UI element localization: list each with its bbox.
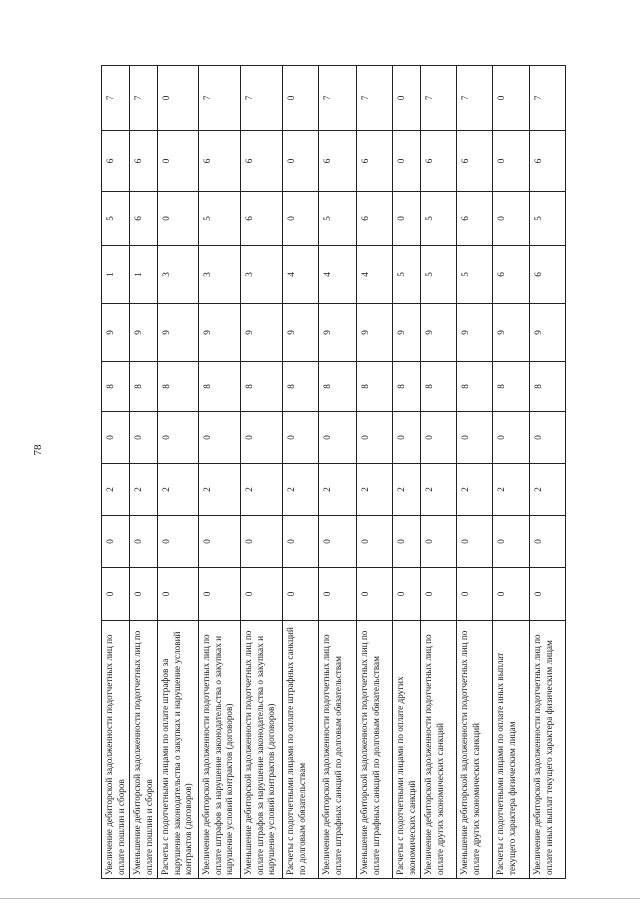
table-body	[102, 66, 566, 879]
code-digit-cell: 8	[530, 362, 566, 412]
code-digit-cell: 0	[393, 568, 421, 621]
table-row	[530, 66, 566, 879]
code-digit-cell: 2	[199, 464, 241, 516]
code-digit-cell: 0	[283, 568, 319, 621]
code-digit-cell: 9	[130, 304, 158, 362]
code-digit-cell: 7	[530, 66, 566, 131]
code-digit-cell: 0	[158, 568, 199, 621]
row-description: Увеличение дебиторской задолженности подотчетных лиц по оплате других экономических санкций	[421, 621, 457, 879]
code-digit-cell: 0	[241, 568, 283, 621]
code-digit-cell: 8	[493, 362, 530, 412]
code-digit-cell: 8	[102, 362, 130, 412]
table-row	[493, 66, 530, 879]
code-digit-cell: 0	[241, 516, 283, 568]
code-digit-cell: 0	[199, 568, 241, 621]
code-digit-cell: 5	[421, 192, 457, 246]
code-digit-cell: 0	[319, 568, 357, 621]
row-description: Уменьшение дебиторской задолженности подотчетных лиц по оплате штрафов за нарушение законодательства о закупках и нарушение условий контрактов (договоров)	[241, 621, 283, 879]
code-digit-cell: 9	[283, 304, 319, 362]
code-digit-cell: 0	[283, 66, 319, 131]
code-digit-cell: 0	[393, 412, 421, 464]
code-digit-cell: 0	[530, 412, 566, 464]
code-digit-cell: 7	[130, 66, 158, 131]
code-digit-cell: 0	[357, 516, 393, 568]
code-digit-cell: 9	[158, 304, 199, 362]
code-digit-cell: 0	[319, 412, 357, 464]
code-digit-cell: 0	[493, 516, 530, 568]
code-digit-cell: 0	[102, 568, 130, 621]
code-digit-cell: 0	[283, 516, 319, 568]
code-digit-cell: 0	[319, 516, 357, 568]
code-digit-cell: 2	[241, 464, 283, 516]
code-digit-cell: 8	[319, 362, 357, 412]
code-digit-cell: 9	[530, 304, 566, 362]
table-row	[357, 66, 393, 879]
code-digit-cell: 0	[199, 516, 241, 568]
code-digit-cell: 7	[319, 66, 357, 131]
row-description: Расчеты с подотчетными лицами по оплате штрафов за нарушение законодательства о закупках и нарушение условий контрактов (договоров)	[158, 621, 199, 879]
code-digit-cell: 6	[241, 192, 283, 246]
code-digit-cell: 2	[130, 464, 158, 516]
code-digit-cell: 6	[421, 131, 457, 192]
code-digit-cell: 5	[421, 246, 457, 304]
code-digit-cell: 0	[130, 516, 158, 568]
code-digit-cell: 3	[241, 246, 283, 304]
code-digit-cell: 9	[457, 304, 493, 362]
code-digit-cell: 6	[457, 131, 493, 192]
code-digit-cell: 0	[530, 568, 566, 621]
code-digit-cell: 6	[530, 246, 566, 304]
code-digit-cell: 2	[530, 464, 566, 516]
code-digit-cell: 9	[357, 304, 393, 362]
row-description: Увеличение дебиторской задолженности подотчетных лиц по оплате штрафных санкций по долговым обязательствам	[319, 621, 357, 879]
code-digit-cell: 8	[283, 362, 319, 412]
code-digit-cell: 9	[493, 304, 530, 362]
code-digit-cell: 9	[199, 304, 241, 362]
code-digit-cell: 4	[319, 246, 357, 304]
row-description: Расчеты с подотчетными лицами по оплате других экономических санкций	[393, 621, 421, 879]
row-description: Уменьшение дебиторской задолженности подотчетных лиц по оплате пошлин и сборов	[130, 621, 158, 879]
page-number: 78	[32, 444, 44, 456]
table-row	[199, 66, 241, 879]
code-digit-cell: 8	[241, 362, 283, 412]
code-digit-cell: 8	[130, 362, 158, 412]
code-digit-cell: 2	[393, 464, 421, 516]
code-digit-cell: 2	[319, 464, 357, 516]
row-description: Увеличение дебиторской задолженности подотчетных лиц по оплате штрафов за нарушение законодательства о закупках и нарушение условий контрактов (договоров)	[199, 621, 241, 879]
code-digit-cell: 0	[357, 412, 393, 464]
code-digit-cell: 0	[421, 516, 457, 568]
code-digit-cell: 8	[158, 362, 199, 412]
table-row	[393, 66, 421, 879]
code-digit-cell: 9	[102, 304, 130, 362]
code-digit-cell: 0	[457, 412, 493, 464]
row-description: Увеличение дебиторской задолженности подотчетных лиц по оплате иных выплат текущего характера физическим лицам	[530, 621, 566, 879]
code-digit-cell: 0	[283, 192, 319, 246]
code-digit-cell: 0	[283, 131, 319, 192]
code-digit-cell: 0	[102, 516, 130, 568]
code-digit-cell: 0	[102, 412, 130, 464]
code-digit-cell: 5	[393, 246, 421, 304]
code-digit-cell: 6	[241, 131, 283, 192]
code-digit-cell: 9	[393, 304, 421, 362]
code-digit-cell: 8	[421, 362, 457, 412]
code-digit-cell: 6	[130, 192, 158, 246]
code-digit-cell: 2	[421, 464, 457, 516]
code-digit-cell: 6	[457, 192, 493, 246]
code-digit-cell: 5	[319, 192, 357, 246]
table-row	[457, 66, 493, 879]
code-digit-cell: 0	[283, 412, 319, 464]
code-digit-cell: 6	[357, 131, 393, 192]
code-digit-cell: 8	[457, 362, 493, 412]
code-digit-cell: 0	[530, 516, 566, 568]
code-digit-cell: 1	[130, 246, 158, 304]
code-digit-cell: 3	[158, 246, 199, 304]
code-digit-cell: 0	[393, 516, 421, 568]
code-digit-cell: 4	[283, 246, 319, 304]
code-digit-cell: 9	[421, 304, 457, 362]
code-digit-cell: 5	[102, 192, 130, 246]
code-digit-cell: 0	[493, 66, 530, 131]
table-row	[130, 66, 158, 879]
table-row	[421, 66, 457, 879]
row-description: Расчеты с подотчетными лицами по оплате иных выплат текущего характера физическим лицам	[493, 621, 530, 879]
code-digit-cell: 8	[199, 362, 241, 412]
code-digit-cell: 7	[457, 66, 493, 131]
code-digit-cell: 0	[493, 131, 530, 192]
code-digit-cell: 2	[158, 464, 199, 516]
code-digit-cell: 0	[199, 412, 241, 464]
code-digit-cell: 0	[493, 192, 530, 246]
code-digit-cell: 6	[357, 192, 393, 246]
code-digit-cell: 7	[241, 66, 283, 131]
code-digit-cell: 5	[530, 192, 566, 246]
code-digit-cell: 5	[457, 246, 493, 304]
code-digit-cell: 0	[158, 516, 199, 568]
code-digit-cell: 0	[241, 412, 283, 464]
code-digit-cell: 0	[457, 516, 493, 568]
code-digit-cell: 7	[199, 66, 241, 131]
code-digit-cell: 8	[393, 362, 421, 412]
code-digit-cell: 0	[130, 568, 158, 621]
row-description: Уменьшение дебиторской задолженности подотчетных лиц по оплате других экономических санкций	[457, 621, 493, 879]
code-digit-cell: 6	[530, 131, 566, 192]
code-digit-cell: 9	[241, 304, 283, 362]
code-digit-cell: 2	[457, 464, 493, 516]
accounts-table	[101, 65, 566, 879]
code-digit-cell: 0	[393, 131, 421, 192]
code-digit-cell: 8	[357, 362, 393, 412]
code-digit-cell: 0	[158, 412, 199, 464]
table-row	[102, 66, 130, 879]
code-digit-cell: 6	[319, 131, 357, 192]
row-description: Уменьшение дебиторской задолженности подотчетных лиц по оплате штрафных санкций по долговым обязательствам	[357, 621, 393, 879]
table-row	[319, 66, 357, 879]
rotated-table-container	[101, 66, 615, 879]
code-digit-cell: 0	[493, 568, 530, 621]
code-digit-cell: 0	[158, 192, 199, 246]
code-digit-cell: 2	[357, 464, 393, 516]
code-digit-cell: 6	[493, 246, 530, 304]
table-row	[158, 66, 199, 879]
code-digit-cell: 9	[319, 304, 357, 362]
code-digit-cell: 6	[199, 131, 241, 192]
code-digit-cell: 4	[357, 246, 393, 304]
code-digit-cell: 0	[393, 66, 421, 131]
code-digit-cell: 0	[493, 412, 530, 464]
code-digit-cell: 2	[283, 464, 319, 516]
code-digit-cell: 3	[199, 246, 241, 304]
row-description: Увеличение дебиторской задолженности подотчетных лиц по оплате пошлин и сборов	[102, 621, 130, 879]
code-digit-cell: 2	[493, 464, 530, 516]
code-digit-cell: 0	[357, 568, 393, 621]
scan-edge-line	[0, 898, 640, 899]
code-digit-cell: 1	[102, 246, 130, 304]
code-digit-cell: 0	[393, 192, 421, 246]
code-digit-cell: 0	[421, 412, 457, 464]
table-row	[241, 66, 283, 879]
code-digit-cell: 2	[102, 464, 130, 516]
row-description: Расчеты с подотчетными лицами по оплате штрафных санкций по долговым обязательствам	[283, 621, 319, 879]
code-digit-cell: 5	[199, 192, 241, 246]
code-digit-cell: 7	[102, 66, 130, 131]
code-digit-cell: 6	[130, 131, 158, 192]
code-digit-cell: 7	[357, 66, 393, 131]
code-digit-cell: 0	[158, 131, 199, 192]
code-digit-cell: 0	[457, 568, 493, 621]
code-digit-cell: 0	[158, 66, 199, 131]
code-digit-cell: 0	[130, 412, 158, 464]
code-digit-cell: 0	[421, 568, 457, 621]
table-row	[283, 66, 319, 879]
code-digit-cell: 6	[102, 131, 130, 192]
code-digit-cell: 7	[421, 66, 457, 131]
